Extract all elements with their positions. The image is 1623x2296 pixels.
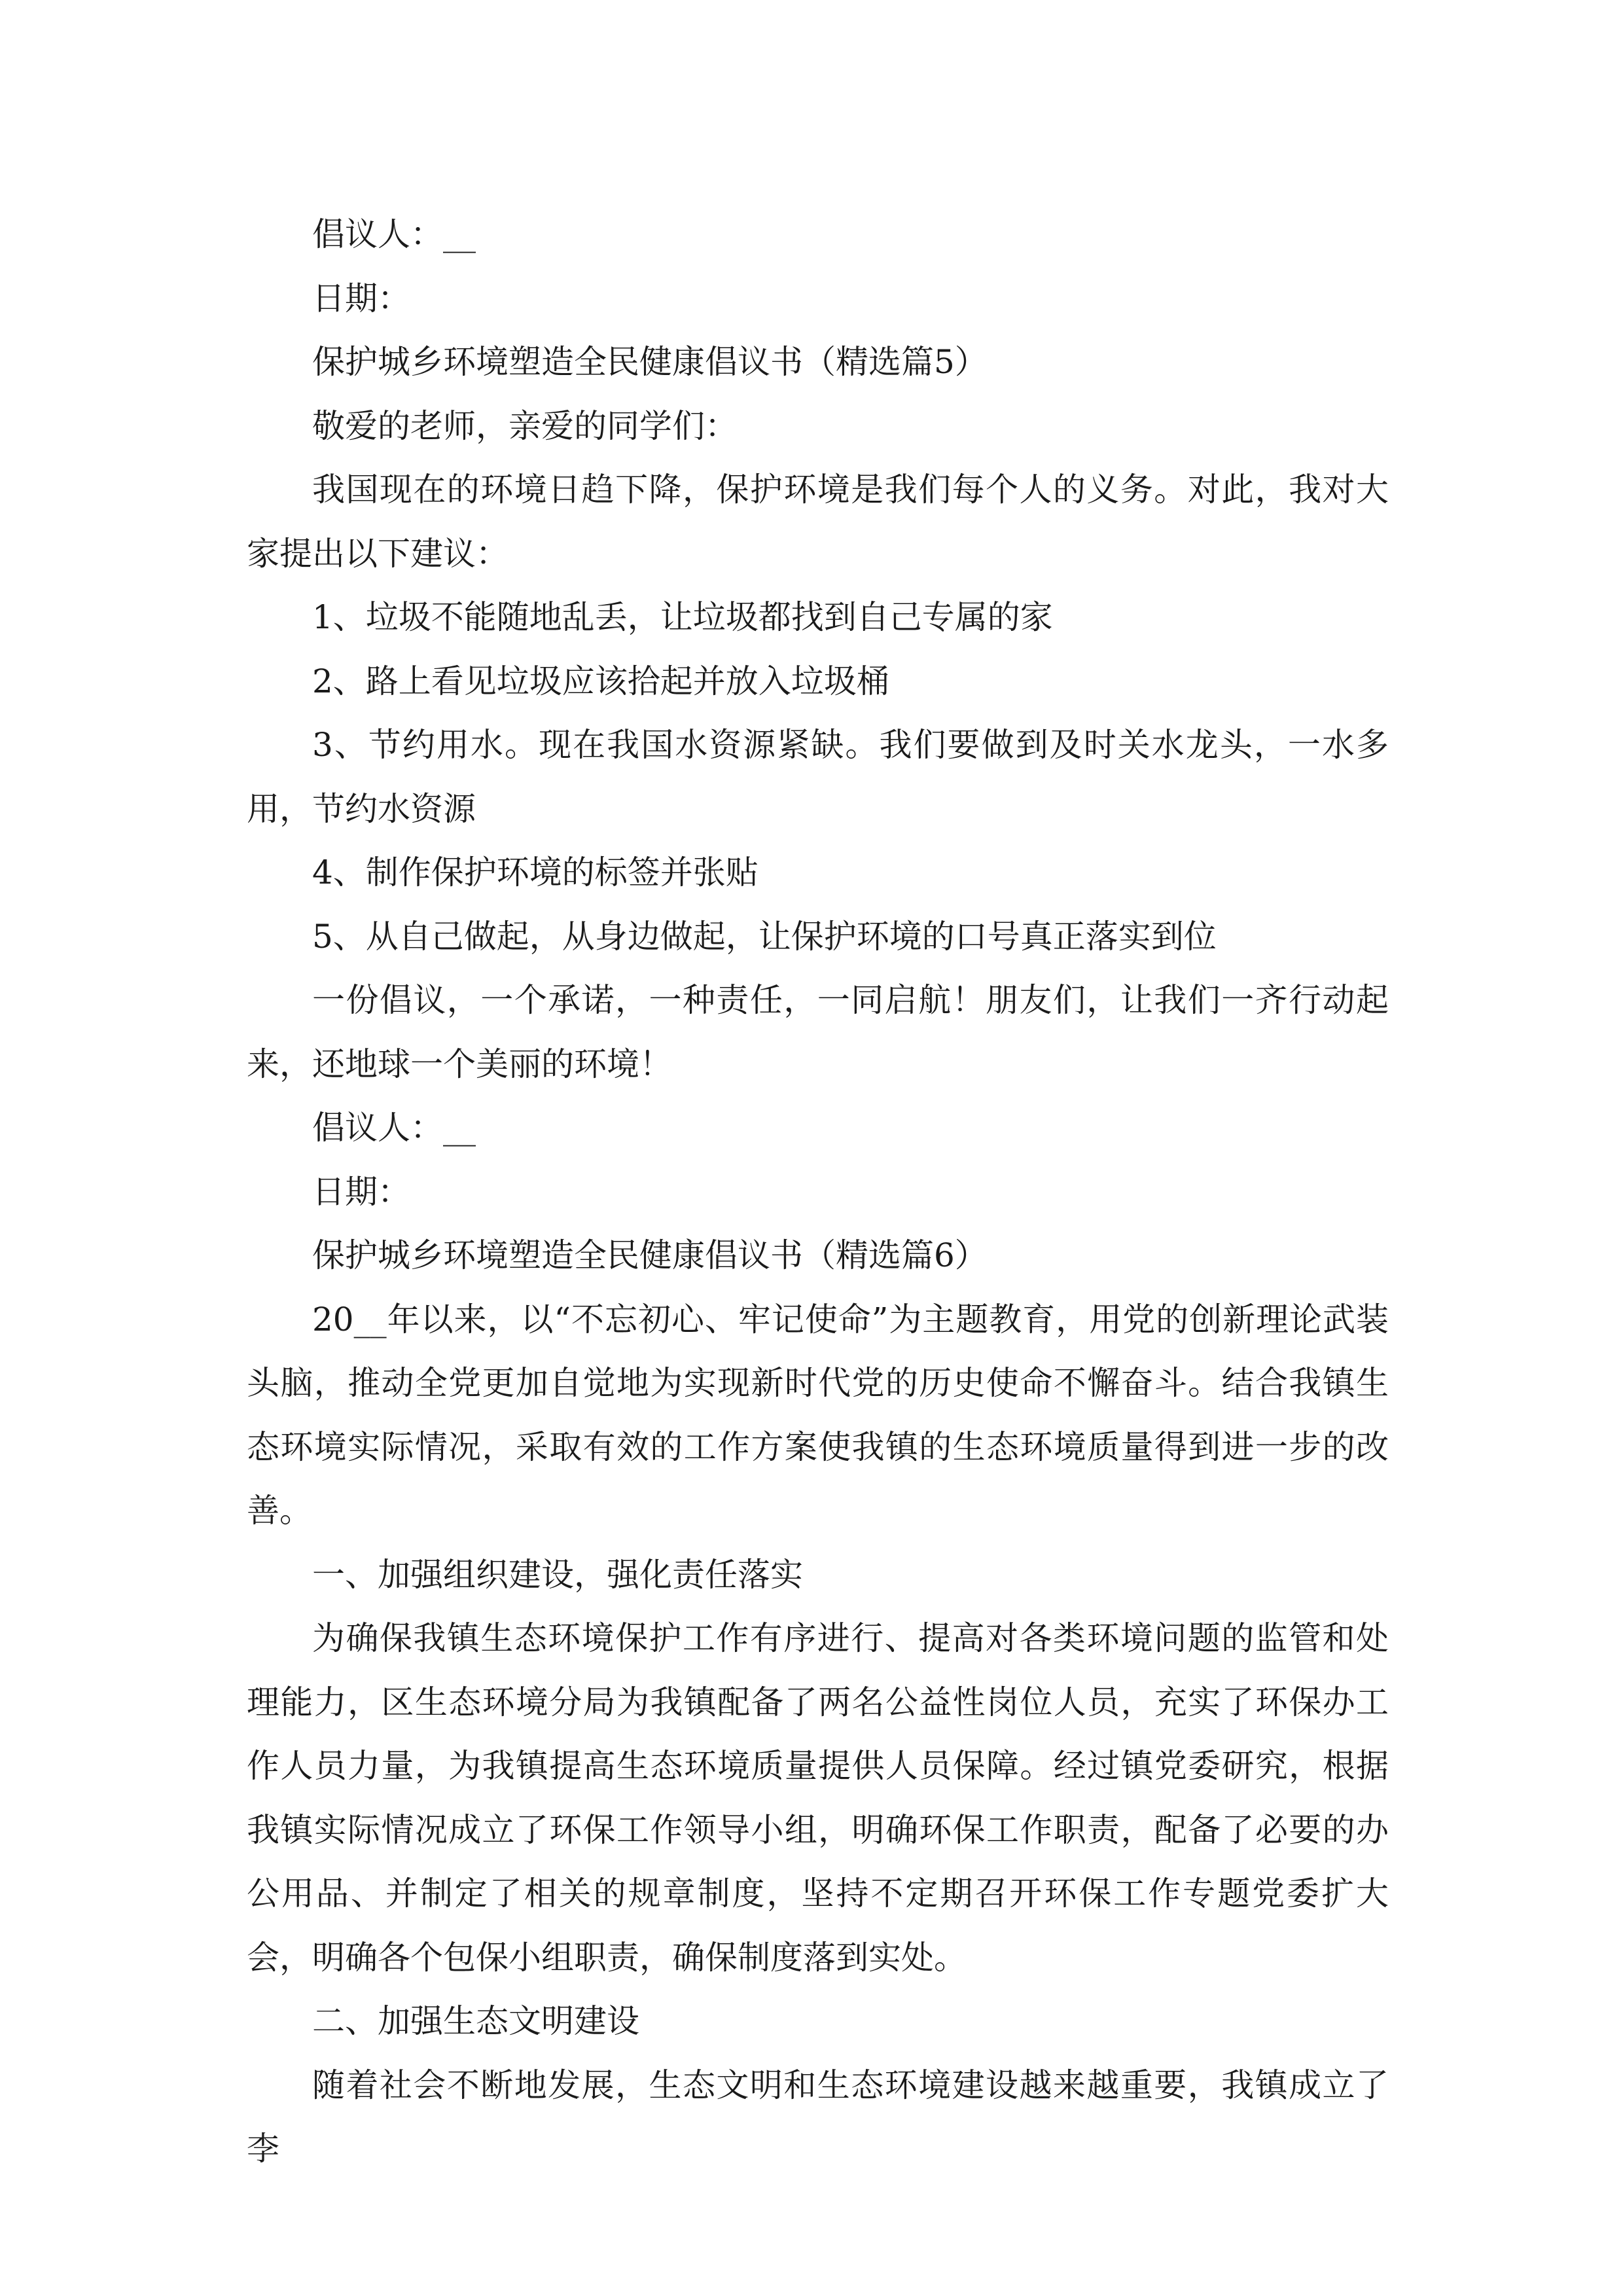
list-item: 3、节约用水。现在我国水资源紧缺。我们要做到及时关水龙头，一水多用，节约水资源 xyxy=(247,726,1389,828)
section-title-6: 保护城乡环境塑造全民健康倡议书（精选篇6） xyxy=(312,1236,988,1274)
list-item: 1、垃圾不能随地乱丢，让垃圾都找到自己专属的家 xyxy=(312,598,1053,636)
list-item: 4、制作保护环境的标签并张贴 xyxy=(312,853,758,891)
date-line: 日期： xyxy=(312,279,410,317)
signatory-line: 倡议人：__ xyxy=(312,1109,476,1147)
body-paragraph: 我国现在的环境日趋下降，保护环境是我们每个人的义务。对此，我对大家提出以下建议： xyxy=(247,471,1389,573)
subheading: 一、加强组织建设，强化责任落实 xyxy=(312,1555,803,1594)
salutation: 敬爱的老师，亲爱的同学们： xyxy=(312,406,738,445)
document-body xyxy=(247,203,1389,2181)
body-paragraph: 20__年以来，以“不忘初心、牢记使命”为主题教育，用党的创新理论武装头脑，推动全党更加自觉地为实现新时代党的历史使命不懈奋斗。结合我镇生态环境实际情况，采取有效的工作方案使我镇的生态环境质量得到进一步的改善。 xyxy=(247,1300,1389,1530)
subheading: 二、加强生态文明建设 xyxy=(312,2002,639,2040)
date-line: 日期： xyxy=(312,1172,410,1211)
list-item: 2、路上看见垃圾应该拾起并放入垃圾桶 xyxy=(312,662,889,700)
signatory-line: 倡议人：__ xyxy=(312,215,476,253)
body-paragraph: 一份倡议，一个承诺，一种责任，一同启航！朋友们，让我们一齐行动起来，还地球一个美丽的环境！ xyxy=(247,981,1389,1083)
section-title-5: 保护城乡环境塑造全民健康倡议书（精选篇5） xyxy=(312,343,988,381)
list-item: 5、从自己做起，从身边做起，让保护环境的口号真正落实到位 xyxy=(312,917,1217,956)
body-paragraph: 为确保我镇生态环境保护工作有序进行、提高对各类环境问题的监管和处理能力，区生态环境分局为我镇配备了两名公益性岗位人员，充实了环保办工作人员力量，为我镇提高生态环境质量提供人员保障。经过镇党委研究，根据我镇实际情况成立了环保工作领导小组，明确环保工作职责，配备了必要的办公用品、并制定了相关的规章制度，坚持不定期召开环保工作专题党委扩大会，明确各个包保小组职责，确保制度落到实处。 xyxy=(247,1619,1389,1977)
body-paragraph: 随着社会不断地发展，生态文明和生态环境建设越来越重要，我镇成立了李 xyxy=(247,2066,1389,2168)
